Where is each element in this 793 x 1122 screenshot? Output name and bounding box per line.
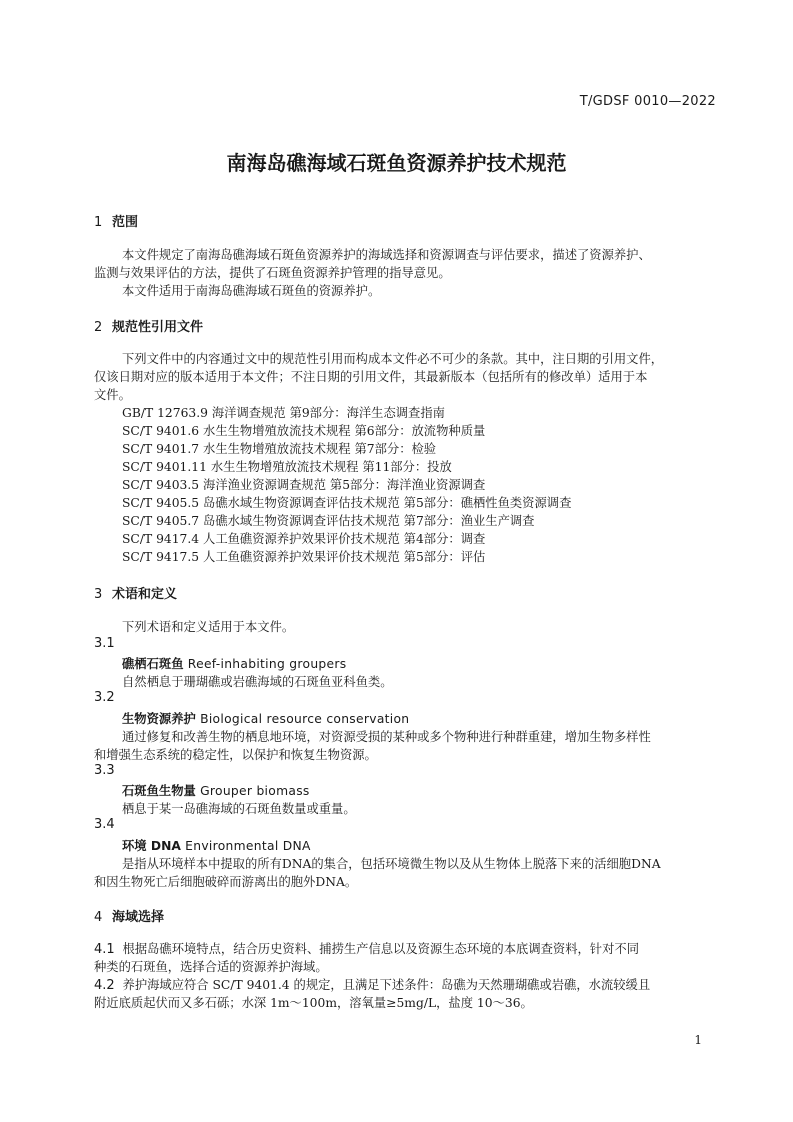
term-number: 3.4 <box>94 817 115 832</box>
clause-text: 养护海域应符合 SC/T 9401.4 的规定，且满足下述条件：岛礁为天然珊瑚礁或岩礁，水流较缓且 <box>122 978 651 992</box>
term-en: Biological resource conservation <box>200 712 410 726</box>
term-heading <box>122 781 310 799</box>
section-3-heading <box>94 583 177 602</box>
term-definition: 通过修复和改善生物的栖息地环境，对资源受损的某种或多个物种进行种群重建，增加生物多样性 <box>122 730 651 744</box>
term-cn: 礁栖石斑鱼 <box>122 657 184 671</box>
clause-4-2 <box>94 975 650 993</box>
term-number: 3.3 <box>94 763 115 778</box>
term-en: Environmental DNA <box>185 839 311 853</box>
term-number: 3.1 <box>94 636 115 651</box>
section-number: 4 <box>94 910 103 925</box>
section-number: 1 <box>94 215 103 230</box>
term-cn: 生物资源养护 <box>122 712 196 726</box>
paragraph-line: 本文件适用于南海岛礁海域石斑鱼的资源养护。 <box>122 284 381 298</box>
reference-item: SC/T 9401.11 水生生物增殖放流技术规程 第11部分：投放 <box>122 460 452 474</box>
paragraph-line: 附近底质起伏而又多石砾；水深 1m～100m，溶氧量≥5mg/L，盐度 10～36。 <box>94 996 533 1010</box>
section-1-heading <box>94 211 138 230</box>
paragraph-line: 本文件规定了南海岛礁海域石斑鱼资源养护的海域选择和资源调查与评估要求，描述了资源养护、 <box>122 248 651 262</box>
term-definition: 和增强生态系统的稳定性，以保护和恢复生物资源。 <box>94 748 377 762</box>
paragraph-line: 监测与效果评估的方法，提供了石斑鱼资源养护管理的指导意见。 <box>94 266 451 280</box>
reference-item: SC/T 9417.4 人工鱼礁资源养护效果评价技术规范 第4部分：调查 <box>122 532 486 546</box>
term-definition: 栖息于某一岛礁海域的石斑鱼数量或重量。 <box>122 802 356 816</box>
section-2-heading <box>94 316 203 335</box>
section-title: 范围 <box>112 215 139 230</box>
document-title: 南海岛礁海域石斑鱼资源养护技术规范 <box>226 151 567 175</box>
reference-item: SC/T 9403.5 海洋渔业资源调查规范 第5部分：海洋渔业资源调查 <box>122 478 486 492</box>
section-title: 规范性引用文件 <box>112 320 204 335</box>
term-en: Reef-inhabiting groupers <box>187 657 347 671</box>
term-heading <box>122 709 409 727</box>
page-number: 1 <box>694 1033 702 1047</box>
paragraph-line: 文件。 <box>94 388 131 402</box>
term-definition: 和因生物死亡后细胞破碎而游离出的胞外DNA。 <box>94 875 358 889</box>
reference-item: SC/T 9401.6 水生生物增殖放流技术规程 第6部分：放流物种质量 <box>122 424 486 438</box>
paragraph-line: 下列术语和定义适用于本文件。 <box>122 620 295 634</box>
reference-item: SC/T 9401.7 水生生物增殖放流技术规程 第7部分：检验 <box>122 442 437 456</box>
reference-item: SC/T 9405.7 岛礁水域生物资源调查评估技术规范 第7部分：渔业生产调查 <box>122 514 535 528</box>
section-number: 3 <box>94 587 103 602</box>
clause-number: 4.1 <box>94 942 115 957</box>
clause-4-1 <box>94 939 639 957</box>
clause-number: 4.2 <box>94 978 115 993</box>
paragraph-line: 种类的石斑鱼，选择合适的资源养护海域。 <box>94 960 328 974</box>
reference-item: SC/T 9417.5 人工鱼礁资源养护效果评价技术规范 第5部分：评估 <box>122 550 486 564</box>
term-cn: 环境 DNA <box>122 839 181 853</box>
reference-item: SC/T 9405.5 岛礁水域生物资源调查评估技术规范 第5部分：礁栖性鱼类资源调查 <box>122 496 572 510</box>
term-heading <box>122 654 346 672</box>
paragraph-line: 仅该日期对应的版本适用于本文件；不注日期的引用文件，其最新版本（包括所有的修改单）适用于本 <box>94 370 648 384</box>
section-4-heading <box>94 906 164 925</box>
term-en: Grouper biomass <box>200 784 310 798</box>
term-number: 3.2 <box>94 690 115 705</box>
term-definition: 是指从环境样本中提取的所有DNA的集合，包括环境微生物以及从生物体上脱落下来的活细胞DNA <box>122 857 661 871</box>
standard-number: T/GDSF 0010—2022 <box>579 94 716 109</box>
term-definition: 自然栖息于珊瑚礁或岩礁海域的石斑鱼亚科鱼类。 <box>122 675 393 689</box>
section-title: 术语和定义 <box>112 587 178 602</box>
section-title: 海域选择 <box>112 910 165 925</box>
reference-item: GB/T 12763.9 海洋调查规范 第9部分：海洋生态调查指南 <box>122 406 445 420</box>
paragraph-line: 下列文件中的内容通过文中的规范性引用而构成本文件必不可少的条款。其中，注日期的引用文件， <box>122 352 664 366</box>
term-cn: 石斑鱼生物量 <box>122 784 196 798</box>
section-number: 2 <box>94 320 103 335</box>
clause-text: 根据岛礁环境特点，结合历史资料、捕捞生产信息以及资源生态环境的本底调查资料，针对不同 <box>122 942 639 956</box>
term-heading <box>122 836 311 854</box>
